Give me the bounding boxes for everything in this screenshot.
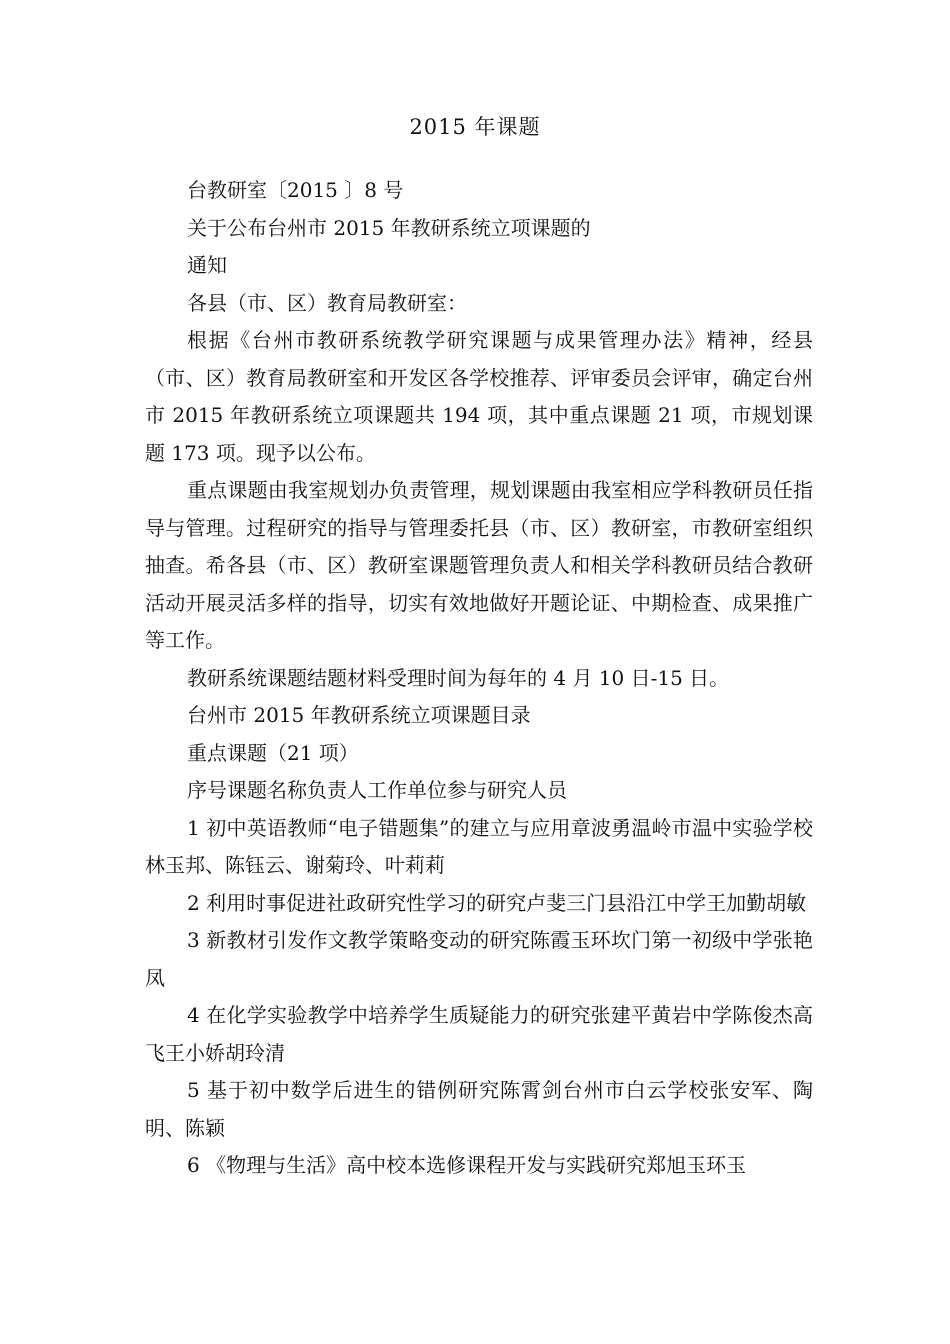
notice-heading-line-2: 通知 <box>187 253 227 277</box>
paragraph-management: 重点课题由我室规划办负责管理，规划课题由我室相应学科教研员任指导与管理。过程研究的指导与管理委托县（市、区）教研室，市教研室组织抽查。希各县（市、区）教研室课题管理负责人和相关学科教研员结合教研活动开展灵活多样的指导，切实有效地做好开题论证、中期检查、成果推广等工作。 <box>145 478 813 652</box>
paragraph-deadline: 教研系统课题结题材料受理时间为每年的 4 月 10 日-15 日。 <box>187 665 730 690</box>
recipient-line: 各县（市、区）教育局教研室： <box>187 290 467 315</box>
list-item: 5 基于初中数学后进生的错例研究陈霄剑台州市白云学校张安军、陶明、陈颖 <box>145 1078 813 1140</box>
list-item: 1 初中英语教师“电子错题集”的建立与应用章波勇温岭市温中实验学校林玉邦、陈钰云、谢菊玲、叶莉莉 <box>145 815 813 877</box>
key-projects-heading: 重点课题（21 项） <box>187 740 359 765</box>
table-header: 序号课题名称负责人工作单位参与研究人员 <box>187 778 567 802</box>
list-item: 6 《物理与生活》高中校本选修课程开发与实践研究郑旭玉环玉 <box>187 1153 747 1177</box>
document-body <box>145 172 813 1185</box>
document-title: 2015 年课题 <box>409 115 541 139</box>
notice-number: 台教研室〔2015 〕8 号 <box>187 178 404 202</box>
list-item: 4 在化学实验教学中培养学生质疑能力的研究张建平黄岩中学陈俊杰高飞王小娇胡玲清 <box>145 1003 813 1065</box>
notice-heading-line-1: 关于公布台州市 2015 年教研系统立项课题的 <box>187 215 591 240</box>
list-item: 2 利用时事促进社政研究性学习的研究卢斐三门县沿江中学王加勤胡敏 <box>187 890 807 915</box>
paragraph-announcement: 根据《台州市教研系统教学研究课题与成果管理办法》精神，经县（市、区）教育局教研室和开发区各学校推荐、评审委员会评审，确定台州市 2015 年教研系统立项课题共 194 项，其中重点课题 21 项，市规划课题 173 项。现予以公布。 <box>145 328 813 465</box>
catalog-title: 台州市 2015 年教研系统立项课题目录 <box>187 703 531 727</box>
list-item: 3 新教材引发作文教学策略变动的研究陈霞玉环坎门第一初级中学张艳凤 <box>145 928 813 990</box>
